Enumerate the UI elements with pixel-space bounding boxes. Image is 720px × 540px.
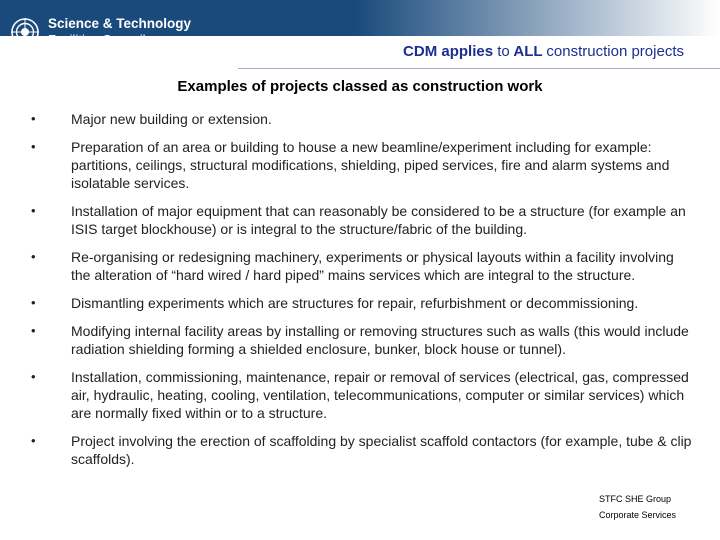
list-item-text: Major new building or extension. [71,111,272,127]
page-title [403,43,684,60]
list-item [28,138,696,192]
list-item-text: Preparation of an area or building to house a new beamline/experiment including for example: partitions, ceilings, structural modifications, shielding, piped services, fire and alarm systems and isolatable services. [71,139,670,191]
list-item-text: Installation of major equipment that can reasonably be considered to be a structure (for example an ISIS target blockhouse) or is integral to the structure/fabric of the building. [71,203,686,237]
list-item-text: Project involving the erection of scaffolding by specialist scaffold contactors (for example, tube & clip scaffolds). [71,433,692,467]
header [0,0,720,72]
stfc-logo [10,10,210,54]
title-part-3: ALL [513,43,543,60]
list-item-text: Re-organising or redesigning machinery, experiments or physical layouts within a facility involving the alteration of “hard wired / hard piped” mains services which are integral to the structure. [71,249,674,283]
list-item [28,110,696,128]
header-divider [238,68,720,69]
bullet-icon: • [31,433,36,448]
list-item [28,432,696,468]
bullet-icon: • [31,203,36,218]
org-name-line1: Science & Technology [48,16,192,31]
stfc-emblem-icon [10,17,40,47]
footer-group: STFC SHE Group [598,494,671,504]
title-part-2: to [497,43,510,60]
bullet-icon: • [31,111,36,126]
list-item-text: Installation, commissioning, maintenance, repair or removal of services (electrical, gas, compressed air, hydraulic, heating, cooling, ventilation, telecommunications, computer or similar services) which are normally fixed within or to a structure. [71,369,689,421]
list-item [28,294,696,312]
bullet-icon: • [31,369,36,384]
title-part-1: CDM applies [403,43,494,60]
list-item-text: Modifying internal facility areas by installing or removing structures such as walls (this would include radiation shielding forming a shielded enclosure, bunker, block house or tunnel). [71,323,689,357]
bullet-icon: • [31,139,36,154]
list-item-text: Dismantling experiments which are structures for repair, refurbishment or decommissioning. [71,295,639,311]
bullet-icon: • [31,249,36,264]
list-item [28,248,696,284]
list-item [28,202,696,238]
bullet-icon: • [31,295,36,310]
list-item [28,368,696,422]
footer-department: Corporate Services [598,510,676,520]
list-item [28,322,696,358]
title-part-4: construction projects [546,43,684,60]
section-heading: Examples of projects classed as construction work [177,78,543,95]
header-band-fade [200,0,720,36]
logo-text [48,16,191,48]
org-name-line2: Facilities Council [48,32,146,47]
footer [599,491,676,523]
examples-list [28,110,696,478]
bullet-icon: • [31,323,36,338]
